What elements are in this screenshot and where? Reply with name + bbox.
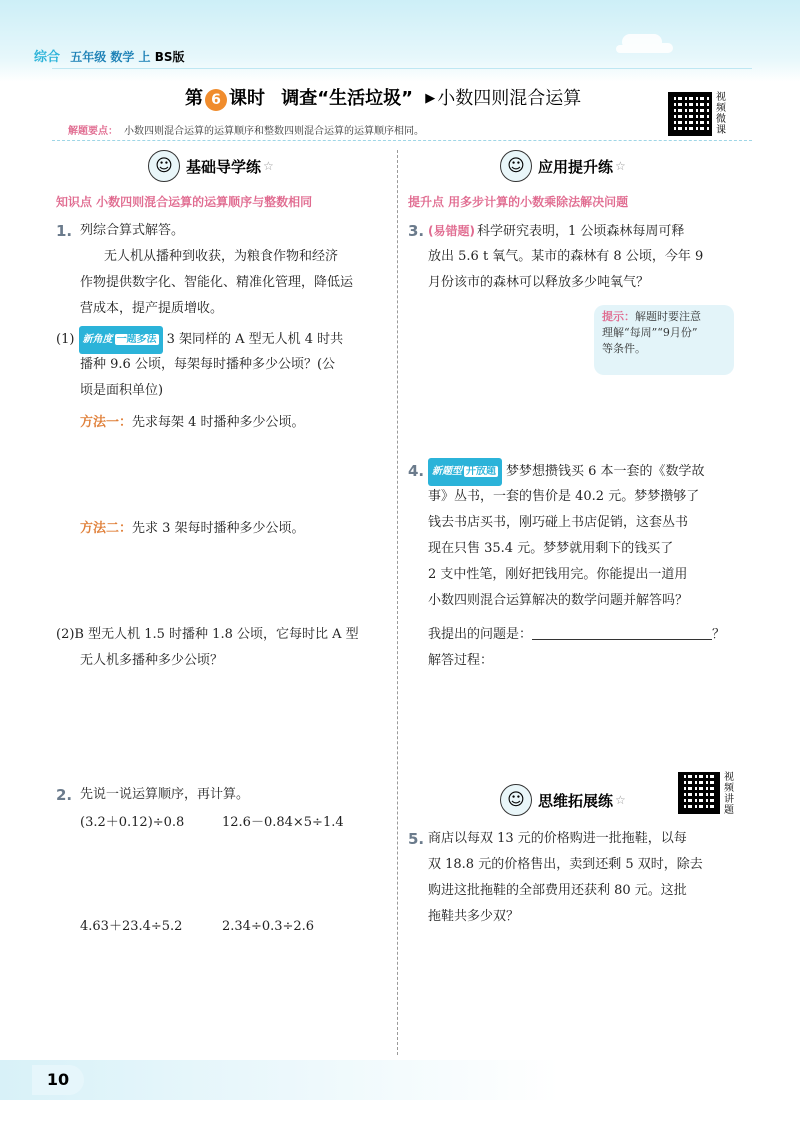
context-line: 营成本，提产提质增收。 xyxy=(80,301,224,316)
new-type-badge: 新题型 开放题 xyxy=(428,458,502,486)
edition-label: BS版 xyxy=(154,50,185,64)
question-number: 4. xyxy=(408,462,425,480)
subquestion-prefix: (1) xyxy=(56,332,75,347)
tip-divider xyxy=(52,140,752,141)
subquestion-line: 顷是面积单位) xyxy=(80,383,164,398)
ask-label: 我提出的问题是： xyxy=(428,627,533,642)
section-basic-practice xyxy=(148,150,274,182)
section-thinking-extension xyxy=(500,784,626,816)
question-line: 钱去书店买书，刚巧碰上书店促销，这套丛书 xyxy=(428,515,689,530)
question-line: 月份该市的森林可以释放多少吨氧气？ xyxy=(428,275,650,290)
lesson-prefix: 第 xyxy=(185,88,203,109)
hint-label: 提示： xyxy=(602,310,635,323)
expression: (3.2＋0.12)÷0.8 xyxy=(80,815,185,830)
question-line: 2 支中性笔，刚好把钱用完。你能提出一道用 xyxy=(428,567,688,582)
triangle-arrow-icon: ▶ xyxy=(425,91,436,106)
qr-label-video-explain: 视频讲题 xyxy=(724,772,734,816)
question-line: 放出 5.6 t 氧气。某市的森林有 8 公顷，今年 9 xyxy=(428,249,704,264)
tip-label: 解题要点： xyxy=(68,126,118,137)
lesson-number-badge: 6 xyxy=(205,89,227,111)
solution-tip xyxy=(68,122,424,137)
section-title: 基础导学练 xyxy=(186,157,262,176)
qr-label-video-lesson: 视频微课 xyxy=(716,92,726,136)
lesson-topic: 调查“生活垃圾” xyxy=(281,88,413,109)
lesson-title xyxy=(185,84,581,111)
method-label: 方法一： xyxy=(80,415,133,430)
qr-code-icon[interactable] xyxy=(678,772,720,814)
question-line: 新题型 开放题 梦梦想攒钱买 6 本一套的《数学故 xyxy=(428,458,705,486)
question-number: 1. xyxy=(56,222,73,240)
subquestion-line: 3 架同样的 A 型无人机 4 时共 xyxy=(166,332,344,347)
hint-line: 理解“每周”“9月份” xyxy=(602,326,698,339)
question-line: (易错题) 科学研究表明，1 公顷森林每周可释 xyxy=(428,224,685,239)
column-divider xyxy=(397,150,398,1055)
mascot-icon: ☺ xyxy=(148,150,180,182)
qr-code-icon[interactable] xyxy=(668,92,712,136)
question-number: 2. xyxy=(56,786,73,804)
mascot-icon: ☺ xyxy=(500,784,532,816)
answer-label: 解答过程： xyxy=(428,653,494,668)
improve-point: 提升点 用多步计算的小数乘除法解决问题 xyxy=(408,195,629,209)
mascot-icon: ☺ xyxy=(500,150,532,182)
question-line: 商店以每双 13 元的价格购进一批拖鞋，以每 xyxy=(428,831,687,846)
section-applied-practice xyxy=(500,150,626,182)
hint-line: 等条件。 xyxy=(602,342,646,355)
expression: 4.63＋23.4÷5.2 xyxy=(80,919,183,934)
footer-band xyxy=(0,1060,800,1100)
question-number: 3. xyxy=(408,222,425,240)
method-one xyxy=(80,410,305,436)
method-text: 先求 3 架每时播种多少公顷。 xyxy=(132,521,305,536)
lesson-suffix: 课时 xyxy=(229,88,265,109)
knowledge-point: 知识点 小数四则混合运算的运算顺序与整数相同 xyxy=(56,195,313,209)
star-icon: ☆ xyxy=(263,159,274,173)
series-label xyxy=(34,46,185,65)
header-band xyxy=(0,0,800,82)
subquestion-2: (2)B 型无人机 1.5 时播种 1.8 公顷，它每时比 A 型 xyxy=(56,627,359,642)
hint-box: 提示：解题时要注意 理解“每周”“9月份” 等条件。 xyxy=(594,305,734,375)
header-rule xyxy=(52,68,752,69)
question-stem: 列综合算式解答。 xyxy=(80,223,185,238)
method-two xyxy=(80,516,305,542)
question-number: 5. xyxy=(408,830,425,848)
method-label: 方法二： xyxy=(80,521,133,536)
brand-logo: 综合 xyxy=(34,50,61,65)
cloud-decoration xyxy=(622,34,662,50)
new-angle-badge: 新角度 一题多法 xyxy=(79,326,163,354)
series-title: 五年级 数学 上 xyxy=(70,50,151,64)
expression: 12.6－0.84×5÷1.4 xyxy=(222,815,344,830)
question-line: 事》丛书，一套的售价是 40.2 元。梦梦攒够了 xyxy=(428,489,700,504)
error-prone-badge: (易错题) xyxy=(428,224,475,238)
answer-blank[interactable] xyxy=(532,625,712,640)
subquestion-line: 无人机多播种多少公顷？ xyxy=(80,653,224,668)
subquestion-line: 播种 9.6 公顷，每架每时播种多少公顷？(公 xyxy=(80,357,336,372)
question-line: 现在只售 35.4 元。梦梦就用剩下的钱买了 xyxy=(428,541,674,556)
page-number: 10 xyxy=(32,1065,84,1095)
star-icon: ☆ xyxy=(615,793,626,807)
expression: 2.34÷0.3÷2.6 xyxy=(222,919,315,934)
method-text: 先求每架 4 时播种多少公顷。 xyxy=(132,415,305,430)
question-stem: 先说一说运算顺序，再计算。 xyxy=(80,787,250,802)
lesson-subtopic: 小数四则混合运算 xyxy=(437,88,582,109)
ask-line: 我提出的问题是： ？ xyxy=(428,627,726,642)
question-line: 购进这批拖鞋的全部费用还获利 80 元。这批 xyxy=(428,883,687,898)
section-title: 应用提升练 xyxy=(538,157,614,176)
subquestion-1 xyxy=(56,326,343,354)
question-line: 双 18.8 元的价格售出，卖到还剩 5 双时，除去 xyxy=(428,857,703,872)
section-title: 思维拓展练 xyxy=(538,791,614,810)
question-line: 小数四则混合运算解决的数学问题并解答吗？ xyxy=(428,593,689,608)
context-line: 作物提供数字化、智能化、精准化管理，降低运 xyxy=(80,275,354,290)
star-icon: ☆ xyxy=(615,159,626,173)
context-line: 无人机从播种到收获，为粮食作物和经济 xyxy=(104,249,339,264)
tip-text: 小数四则混合运算的运算顺序和整数四则混合运算的运算顺序相同。 xyxy=(124,126,424,137)
question-line: 拖鞋共多少双？ xyxy=(428,909,520,924)
